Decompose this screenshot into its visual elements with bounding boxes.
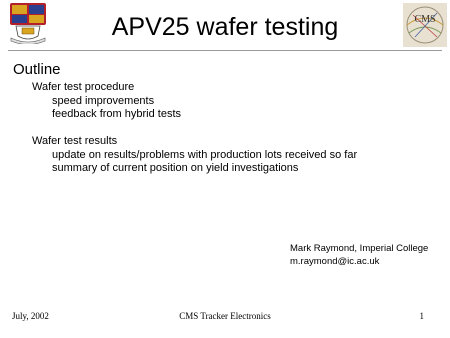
cms-logo-text: CMS <box>414 14 436 25</box>
outline-heading: Outline <box>13 61 61 78</box>
slide-title: APV25 wafer testing <box>111 13 339 41</box>
outline-subitem: summary of current position on yield investigations <box>52 162 299 174</box>
author-email: m.raymond@ic.ac.uk <box>290 255 380 267</box>
author-block <box>290 243 428 268</box>
page-number: 1 <box>419 311 424 321</box>
author-name: Mark Raymond, Imperial College <box>290 243 429 254</box>
outline-item: Wafer test procedure <box>32 81 135 93</box>
outline-item: Wafer test results <box>32 135 118 147</box>
footer-title: CMS Tracker Electronics <box>179 311 271 321</box>
outline-spacer <box>32 122 357 136</box>
outline-list <box>32 81 357 176</box>
title-divider <box>8 50 442 51</box>
outline-subitem: update on results/problems with production lots received so far <box>52 148 358 161</box>
outline-subitem: feedback from hybrid tests <box>52 108 182 120</box>
outline-subitem: speed improvements <box>52 94 155 107</box>
footer-date: July, 2002 <box>12 311 49 321</box>
slide-footer <box>0 310 450 322</box>
